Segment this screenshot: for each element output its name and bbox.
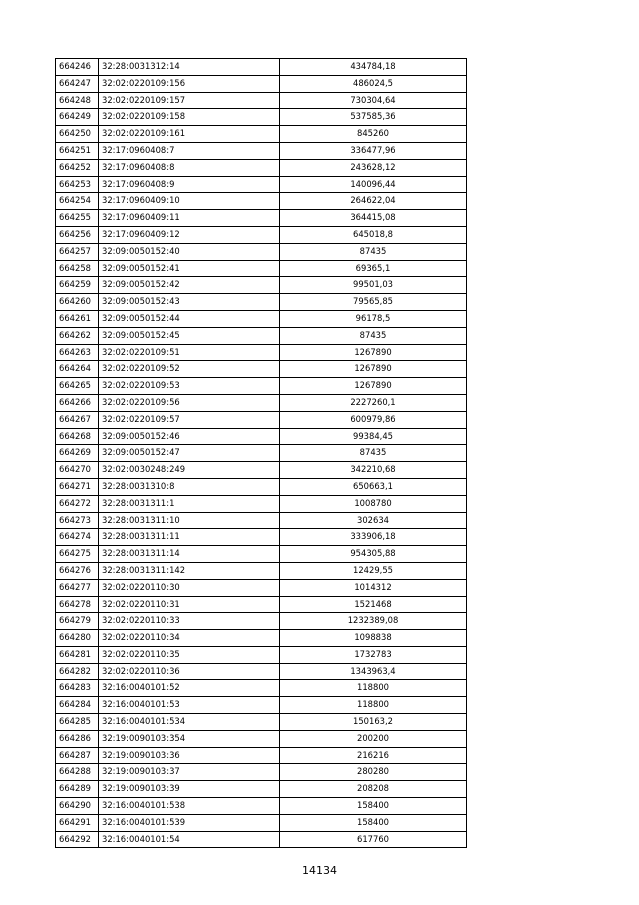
cadastral-number-cell: 32:02:0220109:161	[99, 126, 280, 143]
row-id-cell: 664283	[56, 680, 99, 697]
row-id-cell: 664287	[56, 747, 99, 764]
cadastral-number-cell: 32:02:0030248:249	[99, 462, 280, 479]
table-row	[56, 445, 467, 462]
table-row	[56, 75, 467, 92]
cadastral-number-cell: 32:02:0220110:33	[99, 613, 280, 630]
cadastral-value-cell: 87435	[280, 243, 467, 260]
cadastral-value-cell: 87435	[280, 327, 467, 344]
row-id-cell: 664253	[56, 176, 99, 193]
row-id-cell: 664273	[56, 512, 99, 529]
cadastral-number-cell: 32:19:0090103:354	[99, 730, 280, 747]
row-id-cell: 664282	[56, 663, 99, 680]
table-row	[56, 462, 467, 479]
table-row	[56, 394, 467, 411]
table-row	[56, 512, 467, 529]
cadastral-number-cell: 32:09:0050152:41	[99, 260, 280, 277]
cadastral-value-cell: 118800	[280, 680, 467, 697]
cadastral-number-cell: 32:09:0050152:46	[99, 428, 280, 445]
cadastral-value-cell: 1343963,4	[280, 663, 467, 680]
table-row	[56, 260, 467, 277]
table-row	[56, 92, 467, 109]
cadastral-number-cell: 32:28:0031310:8	[99, 478, 280, 495]
cadastral-number-cell: 32:16:0040101:538	[99, 798, 280, 815]
cadastral-number-cell: 32:02:0220109:158	[99, 109, 280, 126]
cadastral-number-cell: 32:28:0031311:142	[99, 562, 280, 579]
cadastral-number-cell: 32:19:0090103:36	[99, 747, 280, 764]
table-row	[56, 277, 467, 294]
cadastral-value-cell: 79565,85	[280, 294, 467, 311]
cadastral-number-cell: 32:28:0031311:11	[99, 529, 280, 546]
cadastral-number-cell: 32:02:0220109:56	[99, 394, 280, 411]
table-row	[56, 361, 467, 378]
row-id-cell: 664289	[56, 781, 99, 798]
table-row	[56, 176, 467, 193]
row-id-cell: 664254	[56, 193, 99, 210]
cadastral-value-cell: 1267890	[280, 361, 467, 378]
cadastral-number-cell: 32:16:0040101:53	[99, 697, 280, 714]
row-id-cell: 664276	[56, 562, 99, 579]
cadastral-value-cell: 1521468	[280, 596, 467, 613]
cadastral-value-cell: 954305,88	[280, 546, 467, 563]
cadastral-value-cell: 1008780	[280, 495, 467, 512]
cadastral-value-cell: 12429,55	[280, 562, 467, 579]
cadastral-value-cell: 333906,18	[280, 529, 467, 546]
row-id-cell: 664271	[56, 478, 99, 495]
cadastral-value-cell: 600979,86	[280, 411, 467, 428]
table-row	[56, 798, 467, 815]
cadastral-value-cell: 1098838	[280, 630, 467, 647]
table-row	[56, 428, 467, 445]
row-id-cell: 664257	[56, 243, 99, 260]
table-row	[56, 478, 467, 495]
cadastral-number-cell: 32:02:0220110:30	[99, 579, 280, 596]
cadastral-number-cell: 32:28:0031311:1	[99, 495, 280, 512]
row-id-cell: 664286	[56, 730, 99, 747]
cadastral-value-cell: 200200	[280, 730, 467, 747]
cadastral-number-cell: 32:09:0050152:40	[99, 243, 280, 260]
row-id-cell: 664258	[56, 260, 99, 277]
row-id-cell: 664270	[56, 462, 99, 479]
table-row	[56, 730, 467, 747]
table-row	[56, 529, 467, 546]
row-id-cell: 664256	[56, 226, 99, 243]
cadastral-value-cell: 158400	[280, 798, 467, 815]
row-id-cell: 664284	[56, 697, 99, 714]
table-row	[56, 495, 467, 512]
cadastral-number-cell: 32:28:0031311:10	[99, 512, 280, 529]
table-row	[56, 613, 467, 630]
row-id-cell: 664252	[56, 159, 99, 176]
table-row	[56, 663, 467, 680]
cadastral-value-cell: 99384,45	[280, 428, 467, 445]
table-body	[56, 59, 467, 848]
cadastral-number-cell: 32:09:0050152:43	[99, 294, 280, 311]
table-row	[56, 159, 467, 176]
cadastral-value-cell: 99501,03	[280, 277, 467, 294]
row-id-cell: 664261	[56, 310, 99, 327]
cadastral-number-cell: 32:02:0220109:51	[99, 344, 280, 361]
table-row	[56, 210, 467, 227]
cadastral-number-cell: 32:02:0220109:52	[99, 361, 280, 378]
table-row	[56, 142, 467, 159]
row-id-cell: 664246	[56, 59, 99, 76]
cadastral-value-cell: 364415,08	[280, 210, 467, 227]
table-row	[56, 831, 467, 848]
table-row	[56, 126, 467, 143]
row-id-cell: 664265	[56, 378, 99, 395]
cadastral-value-cell: 96178,5	[280, 310, 467, 327]
row-id-cell: 664272	[56, 495, 99, 512]
cadastral-value-cell: 1267890	[280, 378, 467, 395]
row-id-cell: 664249	[56, 109, 99, 126]
row-id-cell: 664269	[56, 445, 99, 462]
cadastral-value-cell: 208208	[280, 781, 467, 798]
cadastral-value-cell: 264622,04	[280, 193, 467, 210]
table-row	[56, 378, 467, 395]
row-id-cell: 664280	[56, 630, 99, 647]
table-row	[56, 193, 467, 210]
cadastral-value-cell: 342210,68	[280, 462, 467, 479]
row-id-cell: 664275	[56, 546, 99, 563]
cadastral-value-cell: 1732783	[280, 646, 467, 663]
row-id-cell: 664262	[56, 327, 99, 344]
table-row	[56, 344, 467, 361]
table-row	[56, 411, 467, 428]
row-id-cell: 664260	[56, 294, 99, 311]
cadastral-value-cell: 118800	[280, 697, 467, 714]
row-id-cell: 664247	[56, 75, 99, 92]
cadastral-number-cell: 32:16:0040101:52	[99, 680, 280, 697]
cadastral-value-cell: 280280	[280, 764, 467, 781]
table-row	[56, 764, 467, 781]
cadastral-value-table	[55, 58, 467, 848]
cadastral-number-cell: 32:28:0031311:14	[99, 546, 280, 563]
cadastral-value-cell: 434784,18	[280, 59, 467, 76]
cadastral-value-cell: 730304,64	[280, 92, 467, 109]
cadastral-number-cell: 32:02:0220109:157	[99, 92, 280, 109]
cadastral-number-cell: 32:16:0040101:534	[99, 714, 280, 731]
cadastral-number-cell: 32:19:0090103:39	[99, 781, 280, 798]
cadastral-value-cell: 1232389,08	[280, 613, 467, 630]
row-id-cell: 664290	[56, 798, 99, 815]
row-id-cell: 664277	[56, 579, 99, 596]
row-id-cell: 664285	[56, 714, 99, 731]
cadastral-value-cell: 140096,44	[280, 176, 467, 193]
row-id-cell: 664268	[56, 428, 99, 445]
table-row	[56, 579, 467, 596]
cadastral-value-cell: 243628,12	[280, 159, 467, 176]
cadastral-value-cell: 87435	[280, 445, 467, 462]
table-row	[56, 294, 467, 311]
row-id-cell: 664266	[56, 394, 99, 411]
cadastral-number-cell: 32:28:0031312:14	[99, 59, 280, 76]
cadastral-number-cell: 32:02:0220109:53	[99, 378, 280, 395]
table-row	[56, 226, 467, 243]
table-row	[56, 680, 467, 697]
cadastral-value-cell: 150163,2	[280, 714, 467, 731]
cadastral-value-cell: 537585,36	[280, 109, 467, 126]
row-id-cell: 664250	[56, 126, 99, 143]
cadastral-value-cell: 617760	[280, 831, 467, 848]
cadastral-number-cell: 32:16:0040101:54	[99, 831, 280, 848]
row-id-cell: 664274	[56, 529, 99, 546]
cadastral-number-cell: 32:16:0040101:539	[99, 814, 280, 831]
cadastral-value-cell: 486024,5	[280, 75, 467, 92]
cadastral-value-cell: 845260	[280, 126, 467, 143]
cadastral-value-cell: 69365,1	[280, 260, 467, 277]
cadastral-number-cell: 32:02:0220109:57	[99, 411, 280, 428]
table-row	[56, 327, 467, 344]
cadastral-number-cell: 32:17:0960409:11	[99, 210, 280, 227]
table-row	[56, 781, 467, 798]
cadastral-number-cell: 32:19:0090103:37	[99, 764, 280, 781]
cadastral-value-cell: 216216	[280, 747, 467, 764]
cadastral-number-cell: 32:17:0960408:9	[99, 176, 280, 193]
cadastral-value-cell: 302634	[280, 512, 467, 529]
cadastral-value-cell: 158400	[280, 814, 467, 831]
table-row	[56, 630, 467, 647]
table-row	[56, 243, 467, 260]
cadastral-value-cell: 1267890	[280, 344, 467, 361]
table-row	[56, 596, 467, 613]
row-id-cell: 664292	[56, 831, 99, 848]
row-id-cell: 664288	[56, 764, 99, 781]
table-row	[56, 562, 467, 579]
row-id-cell: 664251	[56, 142, 99, 159]
cadastral-value-cell: 1014312	[280, 579, 467, 596]
table-row	[56, 546, 467, 563]
row-id-cell: 664281	[56, 646, 99, 663]
cadastral-number-cell: 32:09:0050152:42	[99, 277, 280, 294]
row-id-cell: 664263	[56, 344, 99, 361]
cadastral-number-cell: 32:17:0960409:10	[99, 193, 280, 210]
cadastral-number-cell: 32:02:0220110:35	[99, 646, 280, 663]
table-row	[56, 814, 467, 831]
table-row	[56, 697, 467, 714]
row-id-cell: 664264	[56, 361, 99, 378]
table-row	[56, 109, 467, 126]
cadastral-number-cell: 32:02:0220110:31	[99, 596, 280, 613]
table-row	[56, 747, 467, 764]
cadastral-value-cell: 2227260,1	[280, 394, 467, 411]
row-id-cell: 664259	[56, 277, 99, 294]
cadastral-number-cell: 32:09:0050152:44	[99, 310, 280, 327]
table-row	[56, 646, 467, 663]
row-id-cell: 664291	[56, 814, 99, 831]
table-row	[56, 59, 467, 76]
cadastral-number-cell: 32:09:0050152:47	[99, 445, 280, 462]
cadastral-number-cell: 32:02:0220110:34	[99, 630, 280, 647]
cadastral-number-cell: 32:17:0960409:12	[99, 226, 280, 243]
cadastral-number-cell: 32:17:0960408:7	[99, 142, 280, 159]
cadastral-value-cell: 645018,8	[280, 226, 467, 243]
row-id-cell: 664248	[56, 92, 99, 109]
cadastral-number-cell: 32:17:0960408:8	[99, 159, 280, 176]
cadastral-number-cell: 32:09:0050152:45	[99, 327, 280, 344]
cadastral-number-cell: 32:02:0220109:156	[99, 75, 280, 92]
table-row	[56, 310, 467, 327]
cadastral-value-cell: 336477,96	[280, 142, 467, 159]
page-number: 14134	[302, 864, 337, 877]
row-id-cell: 664278	[56, 596, 99, 613]
cadastral-number-cell: 32:02:0220110:36	[99, 663, 280, 680]
row-id-cell: 664267	[56, 411, 99, 428]
row-id-cell: 664279	[56, 613, 99, 630]
table-row	[56, 714, 467, 731]
row-id-cell: 664255	[56, 210, 99, 227]
cadastral-value-cell: 650663,1	[280, 478, 467, 495]
